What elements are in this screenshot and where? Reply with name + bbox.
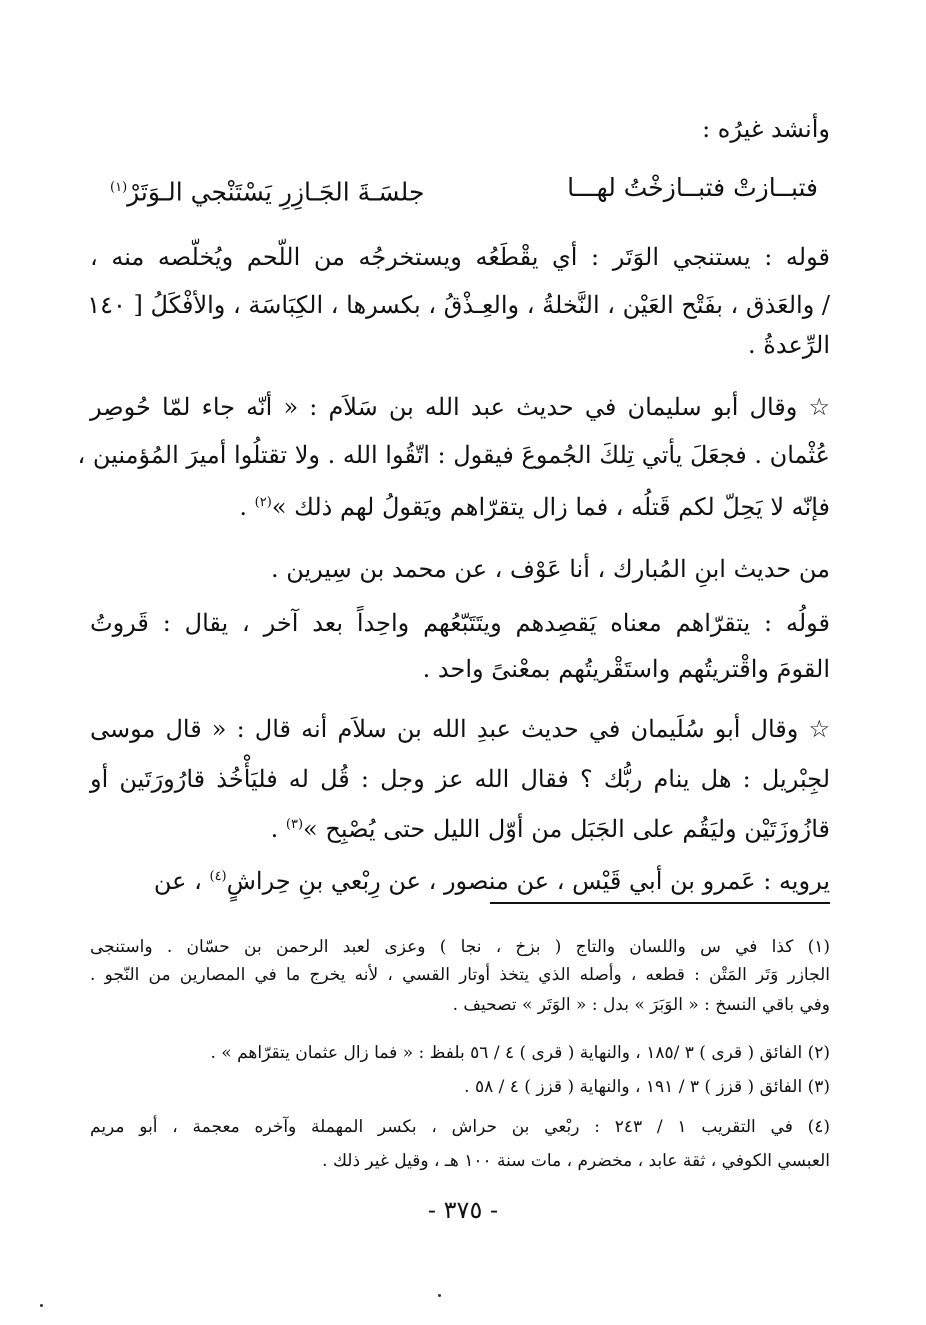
footnote-marker-1: (١): [110, 180, 128, 195]
para1-line1: قوله : يستنجي الوَتَر : أي يقْطَعُه ويستخرجُه من اللّحم ويُخلّصه منه ،: [90, 243, 830, 271]
footnote-2: (٢) الفائق ( قرى ) ٣ /١٨٥ ، والنهاية ( قرى ) ٤ / ٥٦ بلفظ : « فما زال عثمان يتقرّاهم » .: [210, 1043, 830, 1063]
hadith1-line2: عُثْمان . فجعَلَ يأتي تِلكَ الجُموعَ فيقول : اتّقُوا الله . ولا تقتلُوا أميرَ المُؤمنين ،: [77, 441, 830, 469]
footnote-1-line3: وفي باقي النسخ : « الوَبَرَ » بدل : « الوَتَر » تصحيف .: [452, 995, 830, 1015]
hadith2-line3-text: قازُوزَتَيْن وليَقُم على الجَبَل من أوّل الليل حتى يُصْبِح »: [303, 815, 830, 843]
verse-intro: وأنشد غيرُه :: [702, 115, 830, 143]
footnote-3: (٣) الفائق ( قزز ) ٣ / ١٩١ ، والنهاية ( قزز ) ٤ / ٥٨ .: [464, 1077, 830, 1097]
hadith1-line3-text: فإنّه لا يَحِلّ لكم قَتلُه ، فما زال يتقرّاهم ويَقولُ لهم ذلك »: [271, 493, 830, 521]
hadith2-line2: لجِبْريل : هل ينام ربُّك ؟ فقال الله عز وجل : قُل له فليَأْخُذ قارُورَتَين أو: [90, 765, 830, 793]
isnad1: من حديث ابنِ المُبارك ، أنا عَوْف ، عن محمد بن سِيرين .: [270, 555, 830, 583]
hadith2-line1: ☆ وقال أبو سُلَيمان في حديث عبدِ الله بن سلاَم أنه قال : « قال موسى: [90, 715, 830, 743]
verse-first-hemistich: [567, 170, 818, 206]
scan-speck: [438, 1294, 441, 1297]
isnad2-text-b: ، عن: [153, 867, 202, 895]
verse-second-hemistich-text: جلسَـةَ الجَـازِرِ يَسْتَنْجي الـوَتَرْ: [127, 177, 425, 207]
footnote-marker-2: (٢): [254, 495, 272, 510]
footnote-separator: [490, 902, 830, 904]
hadith2-line3-end: .: [270, 815, 286, 843]
isnad2-text-a: يرويه : عَمرو بن أبي قَيْس ، عن منصور ، عن رِبْعي بنِ حِراشٍ: [226, 867, 830, 895]
para2-line1: قولُه : يتقرّاهم معناه يَقصِدهم ويتَتَبّعُهم واحِداً بعد آخر ، يقال : قَروتُ: [90, 609, 830, 637]
footnote-1-line1: (١) كذا في س واللسان والتاج ( بزخ ، نجا ) وعزى لعبد الرحمن بن حسّان . واستنجى: [90, 937, 830, 957]
footnote-4-line1: (٤) في التقريب ١ / ٢٤٣ : ربْعي بن حراش ، بكسر المهملة وآخره معجمة ، أبو مريم: [90, 1117, 831, 1137]
footnote-marker-3: (٣): [285, 817, 304, 832]
hadith1-line3: [90, 486, 830, 524]
isnad2: [90, 860, 830, 898]
para1-line3: الرِّعدةُ .: [748, 331, 830, 359]
hadith1-line3-end: .: [239, 493, 255, 521]
para1-line2: / والعَذق ، بفَتْح العَيْن ، النَّخلةُ ، والعِـذْقُ ، بكسرها ، الكِبَاسَة ، والأفْكَلُ [ ١٤٠: [87, 291, 830, 319]
verse-second-hemistich: [110, 170, 424, 210]
para2-line2: القومَ واقْتريتُهم واستَقْريتُهم بمعْنىً واحد .: [422, 655, 830, 683]
scan-speck: [40, 1304, 43, 1307]
footnote-4-line2: العبسي الكوفي ، ثقة عابد ، مخضرم ، مات سنة ١٠٠ هـ ، وقيل غير ذلك .: [322, 1151, 830, 1171]
hadith1-line1: ☆ وقال أبو سليمان في حديث عبد الله بن سَلاَم : « أنّه جاء لمّا حُوصِر: [90, 393, 830, 421]
footnote-1-line2: الجازر وَتَر المَتْن : قطعه ، وأصله الذي يتخذ أوتار القسي ، لأنه يخرج ما في المصارين من النّجو .: [90, 965, 830, 985]
page-number: - ٣٧٥ -: [427, 1196, 499, 1224]
verse-first-hemistich-text: فتبــازتْ فتبــازخْتُ لهـــا: [567, 173, 818, 202]
hadith2-line3: [90, 808, 830, 846]
footnote-marker-4: (٤): [209, 869, 227, 884]
